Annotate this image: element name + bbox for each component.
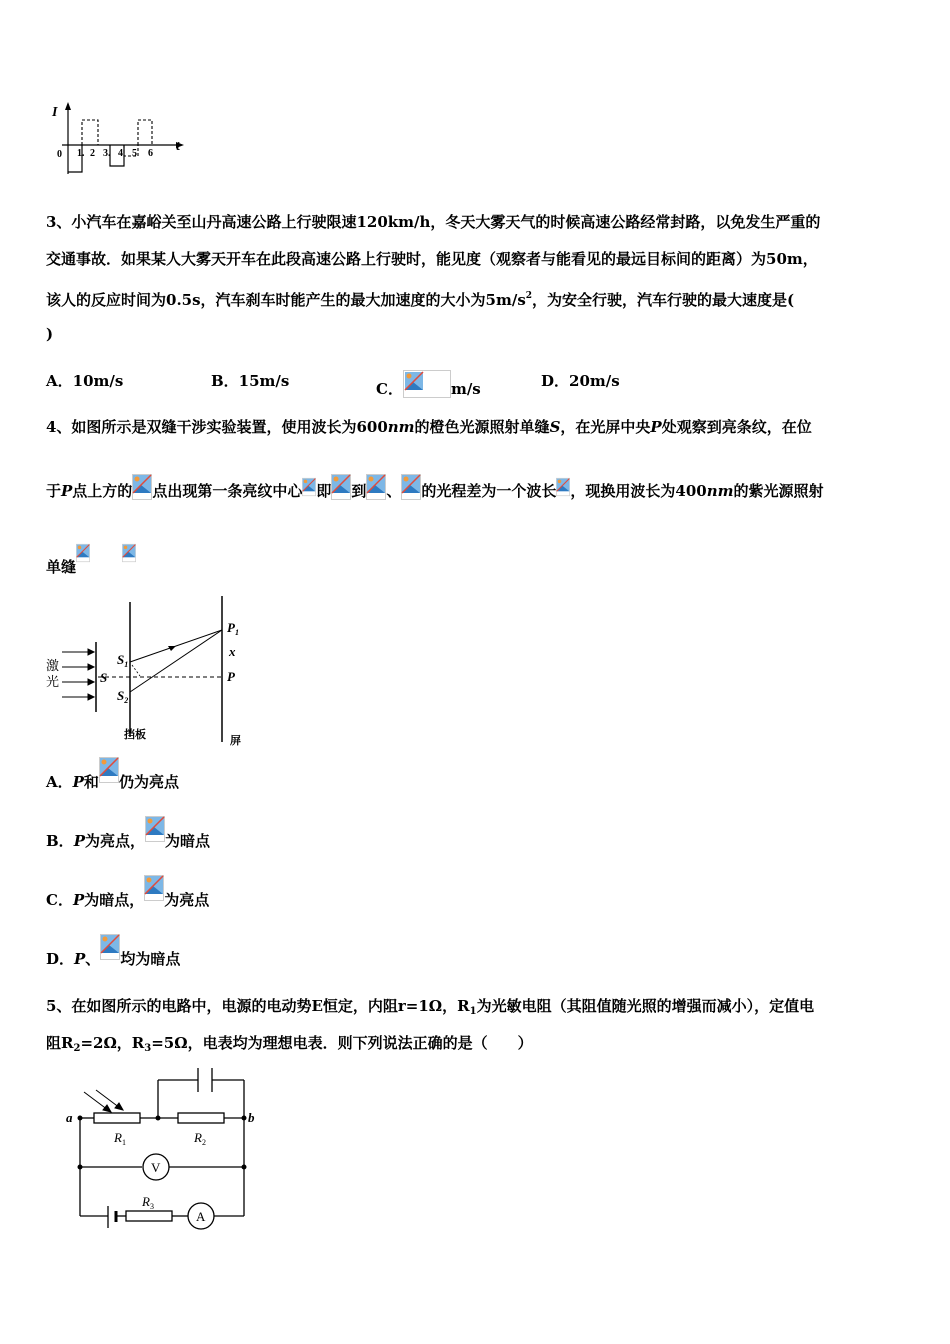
q4-line2: 于P点上方的 点出现第一条亮纹中心 即 到 、 的光程差为一个波长 ，现换用波长为400nm的紫光源照射 <box>46 474 824 505</box>
point-P: P <box>227 669 235 684</box>
q4-option-c[interactable]: C．P为暗点， 为亮点 <box>46 875 209 914</box>
circuit-diagram <box>62 1066 272 1238</box>
broken-image-icon <box>556 474 570 500</box>
laser-label-2: 光 <box>46 674 60 689</box>
q4-line3: 单缝 <box>46 540 136 581</box>
graph-ylabel: I <box>52 105 58 120</box>
q5-line1: 5、在如图所示的电路中，电源的电动势E恒定，内阻r=1Ω，$R_1$为光敏电阻（其阻值随光照的增强而减小），定值电 <box>46 997 815 1017</box>
tick-4: 4 <box>118 148 123 159</box>
q3-option-a[interactable]: A．10m/s <box>46 372 124 390</box>
q3-option-d[interactable]: D．20m/s <box>541 372 620 390</box>
point-P1: $P_1$ <box>227 620 239 637</box>
broken-image-icon <box>366 474 386 500</box>
broken-image-icon <box>76 540 90 566</box>
broken-image-icon <box>145 816 165 842</box>
q4-option-a[interactable]: A．P和 仍为亮点 <box>46 757 179 796</box>
broken-image-icon <box>331 474 351 500</box>
q5-line2: 阻$R_2=2\Omega$，$R_3=5\Omega$，电表均为理想电表．则下列说法正确的是（ ） <box>46 1034 533 1054</box>
graph-xlabel: t <box>176 139 180 154</box>
broken-image-icon <box>302 474 316 500</box>
screen-label: 屏 <box>230 735 241 747</box>
broken-image-icon <box>144 875 164 901</box>
broken-image-icon <box>401 474 421 500</box>
voltmeter-label: V <box>151 1160 161 1175</box>
tick-5: 5 <box>132 148 137 159</box>
q4-option-d[interactable]: D．P、 均为暗点 <box>46 934 180 973</box>
tick-3: 3. <box>103 148 111 159</box>
q3-line1: 3、小汽车在嘉峪关至山丹高速公路上行驶限速120km/h，冬天大雾天气的时候高速公路经常封路，以免发生严重的 <box>46 213 821 231</box>
broken-image-icon <box>403 370 451 398</box>
label-R2: $R_2$ <box>194 1130 206 1147</box>
current-time-graph <box>48 100 198 178</box>
broken-image-icon <box>122 540 136 566</box>
q3-option-c[interactable]: C． m/s <box>376 370 481 399</box>
q4-line1: 4、如图所示是双缝干涉实验装置，使用波长为600nm的橙色光源照射单缝S，在光屏中央P处观察到亮条纹，在位 <box>46 418 812 436</box>
node-b: b <box>248 1110 255 1125</box>
q3-line4: ) <box>46 325 54 343</box>
q4-option-b[interactable]: B．P为亮点， 为暗点 <box>46 816 210 855</box>
ammeter-label: A <box>196 1209 206 1224</box>
distance-x: x <box>229 644 236 659</box>
broken-image-icon <box>99 757 119 783</box>
broken-image-icon <box>132 474 152 500</box>
broken-image-icon <box>100 934 120 960</box>
tick-6: 6 <box>148 148 153 159</box>
slit-S: S <box>100 670 108 685</box>
tick-2: 2 <box>90 148 95 159</box>
tick-0: 0 <box>57 149 62 160</box>
q3-line2: 交通事故．如果某人大雾天开车在此段高速公路上行驶时，能见度（观察者与能看见的最远目标间的距离）为50m， <box>46 250 818 268</box>
q3-line3: 该人的反应时间为0.5s，汽车刹车时能产生的最大加速度的大小为$5m/s^2$，为安全行驶，汽车行驶的最大速度是( <box>46 291 795 309</box>
double-slit-diagram <box>44 592 254 750</box>
q3-option-b[interactable]: B．15m/s <box>211 372 290 390</box>
node-a: a <box>66 1110 73 1125</box>
slit-S1: $S_1$ <box>117 652 129 669</box>
slit-S2: $S_2$ <box>117 688 129 705</box>
tick-1: 1. <box>77 148 85 159</box>
laser-label-1: 激 <box>46 658 60 673</box>
label-R3: $R_3$ <box>142 1194 154 1211</box>
board-label: 挡板 <box>124 729 146 741</box>
label-R1: $R_1$ <box>114 1130 126 1147</box>
